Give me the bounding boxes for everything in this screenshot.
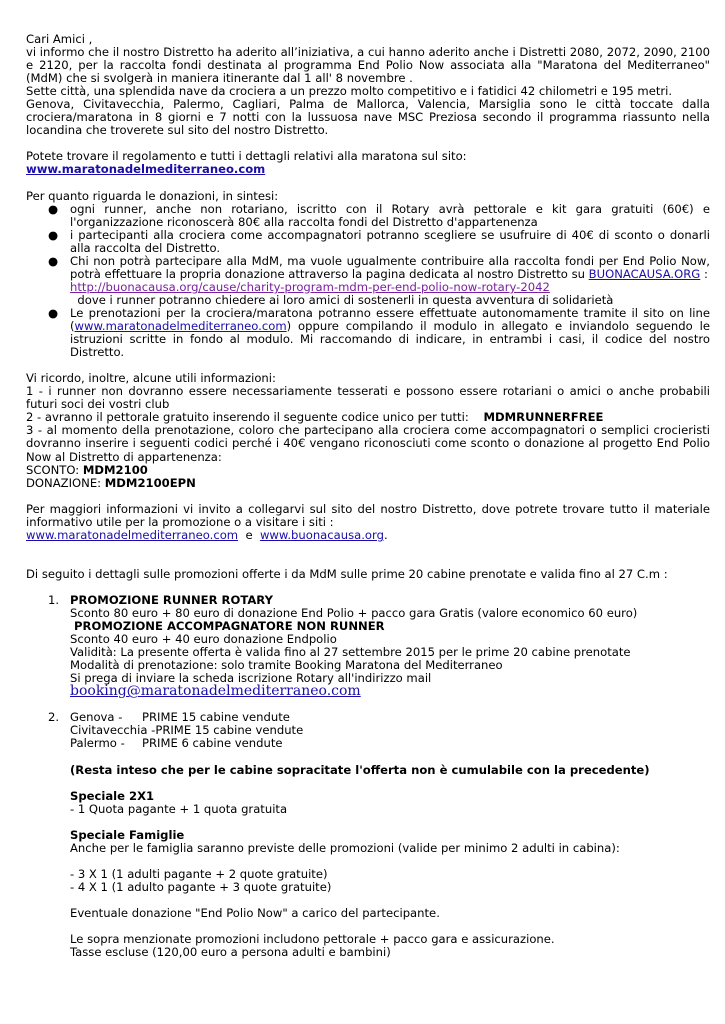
list-item: ● Le prenotazioni per la crociera/maratona potranno essere effettuate autonomamente tramite il sito on line (www.maratonadelmediterraneo.com) oppure compilando il modulo in allegato e inviandolo seguendo le istruzioni scritte in fondo al modulo. Mi raccomando di indicare, in entrambi i casi, il codice del nostro Distretto.: [48, 305, 710, 360]
info-item-1: 1 - i runner non dovranno essere necessariamente tesserati e possono essere rotariani o amici o anche probabili futuri soci dei vostri club: [26, 384, 710, 412]
city-row: Genova - PRIME 15 cabine vendute: [70, 710, 290, 725]
info-heading: Vi ricordo, inoltre, alcune utili informazioni:: [26, 371, 276, 386]
buonacausa-url-link[interactable]: http://buonacausa.org/cause/charity-program-mdm-per-end-polio-now-rotary-2042: [70, 279, 550, 294]
promo-note: (Resta inteso che per le cabine sopracitate l'offerta non è cumulabile con la precedente): [70, 762, 650, 777]
donations-heading: Per quanto riguarda le donazioni, in sintesi:: [26, 188, 279, 203]
intro-paragraph-1: vi informo che il nostro Distretto ha aderito all’iniziativa, a cui hanno aderito anche i Distretti 2080, 2072, 2090, 2100 e 2120, per la raccolta fondi destinata al programma End Polio Now associata alla "Maratona del Mediterraneo" (MdM) che si svolgerà in maniera itinerante dal 1 all' 8 novembre .: [26, 45, 710, 86]
bullet-icon: ●: [48, 253, 59, 268]
intro-paragraph-2: Sette città, una splendida nave da crociera a un prezzo molto competitivo e i fatidici 42 chilometri e 195 metri.: [26, 84, 673, 99]
promo-intro: Di seguito i dettagli sulle promozioni offerte i da MdM sulle prime 20 cabine prenotate e valida fino al 27 C.m :: [26, 566, 668, 581]
buonacausa-link[interactable]: BUONACAUSA.ORG: [588, 266, 701, 281]
list-item: ● ogni runner, anche non rotariano, iscritto con il Rotary avrà pettorale e kit gara gratuiti (60€) e l'organizzazione riconoscerà 80€ alla raccolta fondi del Distretto d'appartenenza: [48, 201, 710, 229]
promo-title-accompagnatore: PROMOZIONE ACCOMPAGNATORE NON RUNNER: [74, 619, 385, 634]
rules-text: Potete trovare il regolamento e tutti i dettagli relativi alla maratona sul sito:: [26, 149, 467, 164]
info-item-3: 3 - al momento della prenotazione, coloro che partecipano alla crociera come accompagnatori o semplici crocieristi dovranno inserire i seguenti codici perché i 40€ vengano riconosciuti come sconto o donazione al progetto End Polio Now al Distretto di appartenenza:: [26, 423, 710, 464]
intro-paragraph-3: Genova, Civitavecchia, Palermo, Cagliari, Palma de Mallorca, Valencia, Marsiglia sono le città toccate dalla crociera/maratona in 8 giorni e 7 notti con la lussuosa nave MSC Preziosa secondo il programma riassunto nella locandina che troverete sul sito del nostro Distretto.: [26, 97, 710, 138]
runner-code: MDMRUNNERFREE: [483, 410, 604, 425]
city-row: Palermo - PRIME 6 cabine vendute: [70, 736, 283, 751]
city-row: Civitavecchia -PRIME 15 cabine vendute: [70, 723, 304, 738]
donations-list: [26, 203, 710, 360]
maratona-site-link[interactable]: www.maratonadelmediterraneo.com: [26, 527, 239, 542]
donazione-code: MDM2100EPN: [104, 475, 196, 490]
more-info-text: Per maggiori informazioni vi invito a collegarvi sul sito del nostro Distretto, dove potrete trovare tutto il materiale informativo utile per la promozione o a visitare i siti :: [26, 501, 710, 529]
bullet-icon: ●: [48, 201, 59, 216]
greeting: Cari Amici ,: [26, 32, 93, 46]
maratona-link[interactable]: www.maratonadelmediterraneo.com: [74, 319, 287, 334]
list-item: ● i partecipanti alla crociera come accompagnatori potranno scegliere se usufruire di 40€ di sconto o donarli alla raccolta del Distretto.: [48, 227, 710, 255]
buonacausa-site-link[interactable]: www.buonacausa.org: [259, 527, 384, 542]
promo-title-runner: PROMOZIONE RUNNER ROTARY: [70, 592, 273, 607]
special-2x1-title: Speciale 2X1: [70, 788, 155, 803]
more-info-links: www.maratonadelmediterraneo.com e www.buonacausa.org.: [26, 527, 388, 542]
sconto-row: SCONTO: MDM2100: [26, 462, 148, 477]
bullet-icon: ●: [48, 227, 59, 242]
letter: [26, 33, 710, 959]
rules-site-link[interactable]: www.maratonadelmediterraneo.com: [26, 162, 266, 177]
bullet-icon: ●: [48, 305, 59, 320]
sconto-code: MDM2100: [82, 462, 148, 477]
special-famiglie-title: Speciale Famiglie: [70, 827, 185, 842]
info-item-2: 2 - avranno il pettorale gratuito inserendo il seguente codice unico per tutti: MDMRUNNERFREE: [26, 410, 604, 425]
promo-item-2: 2. Genova - PRIME 15 cabine vendute Civitavecchia -PRIME 15 cabine vendute Palermo - PRIME 6 cabine vendute (Resta inteso che per le cabine sopracitate l'offerta non è cumulabile con la precedente) Speciale 2X1 - 1 Quota pagante + 1 quota gratuita Speciale Famiglie Anche per le famiglia saranno previste delle promozioni (valide per minimo 2 adulti in cabina): - 3 X 1 (1 adulti pagante + 2 quote gratuite) - 4 X 1 (1 adulto pagante + 3 quote gratuite) Eventuale donazione "End Polio Now" a carico del partecipante. Le sopra menzionate promozioni includono pettorale + pacco gara e assicurazione. Tasse escluse (120,00 euro a persona adulti e bambini): [26, 711, 710, 959]
booking-email-link[interactable]: booking@maratonadelmediterraneo.com: [70, 683, 361, 700]
donazione-row: DONAZIONE: MDM2100EPN: [26, 475, 196, 490]
promo-item-1: 1. PROMOZIONE RUNNER ROTARY Sconto 80 euro + 80 euro di donazione End Polio + pacco gara Gratis (valore economico 60 euro) PROMOZIONE ACCOMPAGNATORE NON RUNNER Sconto 40 euro + 40 euro donazione Endpolio Validità: La presente offerta è valida fino al 27 settembre 2015 per le prime 20 cabine prenotate Modalità di prenotazione: solo tramite Booking Maratona del Mediterraneo Si prega di inviare la scheda iscrizione Rotary all'indirizzo mail booking@maratonadelmediterraneo.com: [26, 594, 710, 698]
list-item: ● Chi non potrà partecipare alla MdM, ma vuole ugualmente contribuire alla raccolta fondi per End Polio Now, potrà effettuare la propria donazione attraverso la pagina dedicata al nostro Distretto su BUONACAUSA.ORG : http://buonacausa.org/cause/charity-program-mdm-per-end-polio-now-rotary-2042 dove i runner potranno chiedere ai loro amici di sostenerli in questa avventura di solidarietà: [48, 253, 710, 307]
